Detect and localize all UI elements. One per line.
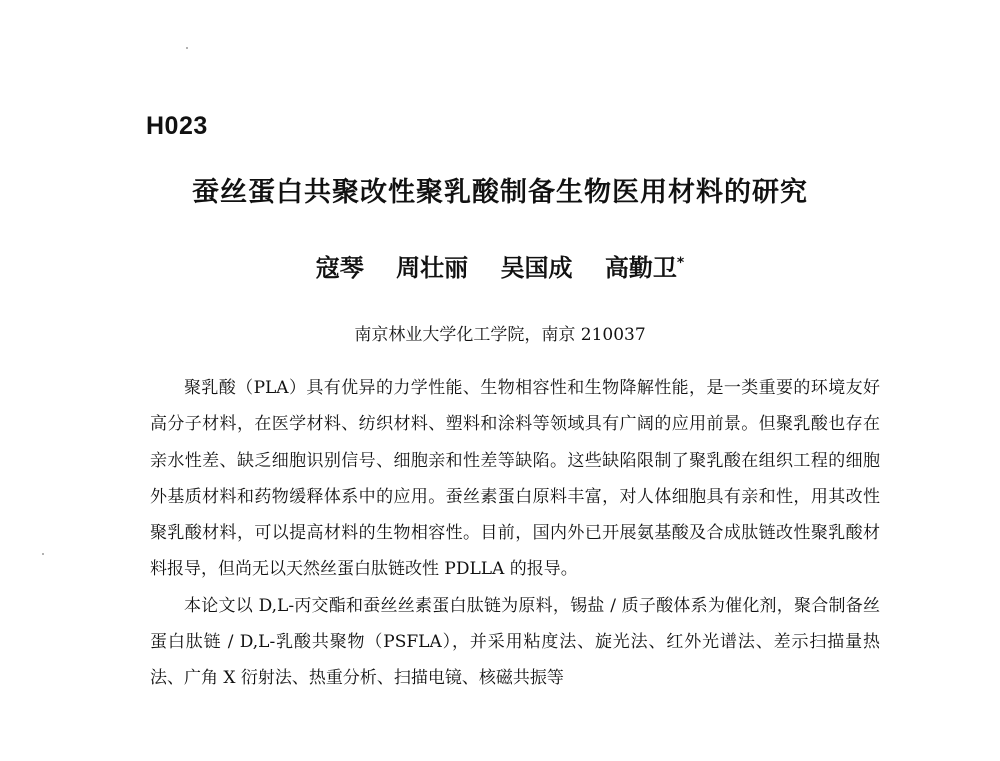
abstract-code: H023 — [146, 112, 208, 140]
body-paragraph: 本论文以 D,L-丙交酯和蚕丝丝素蛋白肽链为原料，锡盐 / 质子酸体系为催化剂，聚合制备丝蛋白肽链 / D,L-乳酸共聚物（PSFLA），并采用粘度法、旋光法、红外光谱法、差示扫描量热法、广角 X 衍射法、热重分析、扫描电镜、核磁共振等 — [150, 595, 880, 689]
corresponding-author-mark: * — [676, 255, 685, 271]
paper-title: 蚕丝蛋白共聚改性聚乳酸制备生物医用材料的研究 — [192, 177, 808, 208]
scan-speck — [42, 553, 44, 555]
author-name — [605, 254, 684, 282]
author-list — [0, 248, 1000, 283]
body-paragraph: 聚乳酸（PLA）具有优异的力学性能、生物相容性和生物降解性能，是一类重要的环境友好高分子材料，在医学材料、纺织材料、塑料和涂料等领域具有广阔的应用前景。但聚乳酸也存在亲水性差、缺乏细胞识别信号、细胞亲和性差等缺陷。这些缺陷限制了聚乳酸在组织工程的细胞外基质材料和药物缓释体系中的应用。蚕丝素蛋白原料丰富，对人体细胞具有亲和性，用其改性聚乳酸材料，可以提高材料的生物相容性。目前，国内外已开展氨基酸及合成肽链改性聚乳酸材料报导，但尚无以天然丝蛋白肽链改性 PDLLA 的报导。 — [150, 378, 880, 580]
author-name: 寇琴 — [315, 254, 364, 282]
scan-speck — [186, 47, 188, 49]
author-name: 吴国成 — [500, 254, 573, 282]
abstract-body — [150, 370, 880, 697]
author-name: 周壮丽 — [396, 254, 469, 282]
author-name-text: 高勤卫 — [604, 254, 677, 282]
affiliation: 南京林业大学化工学院，南京 210037 — [354, 325, 646, 345]
